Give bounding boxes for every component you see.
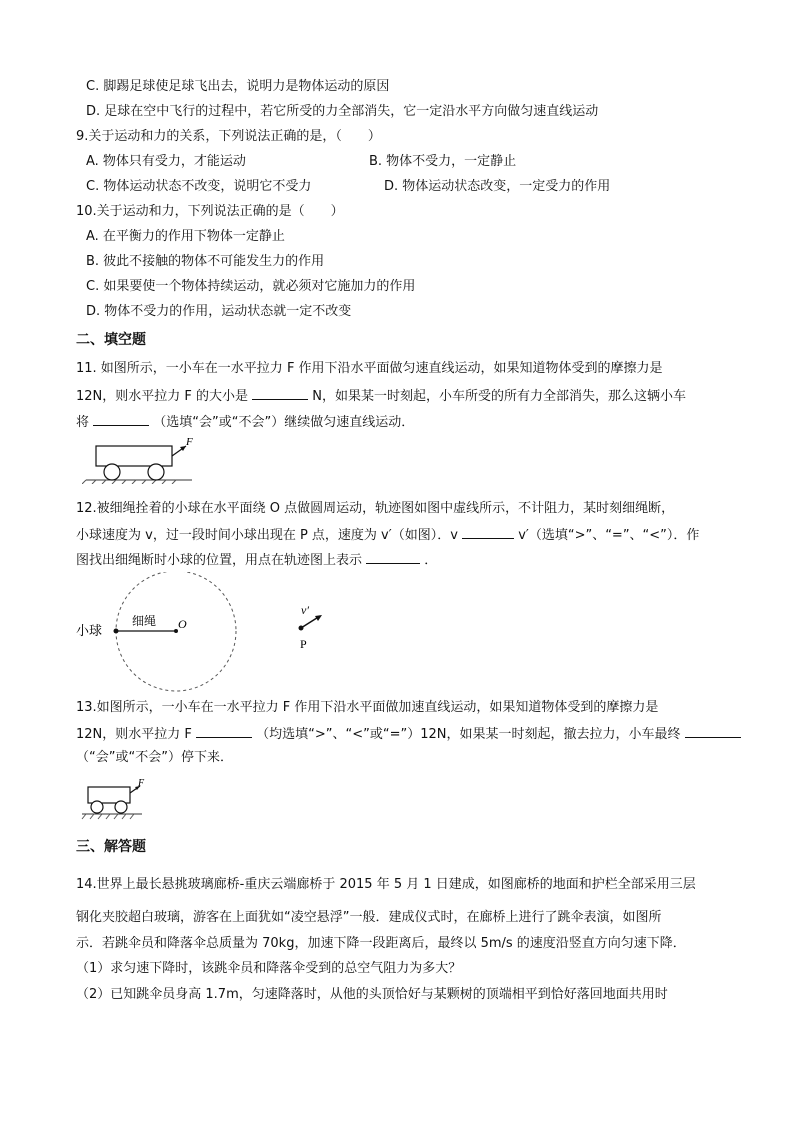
ball-label: 小球: [76, 624, 103, 639]
q9-option-a: A. 物体只有受力，才能运动: [86, 154, 246, 169]
cart-body: [88, 787, 130, 803]
q9-option-c: C. 物体运动状态不改变，说明它不受力: [86, 179, 312, 194]
q11-line-2-text-a: 12N，则水平拉力 F 的大小是: [76, 389, 249, 404]
q12-line-3: [76, 550, 437, 570]
q12-line-3-text-b: ．: [424, 553, 438, 568]
q13-cart-figure: [80, 776, 152, 820]
q13-line-1: 13.如图所示，一小车在一水平拉力 F 作用下沿水平面做加速直线运动，如果知道物体受到的摩擦力是: [76, 700, 659, 715]
force-label: F: [186, 436, 193, 448]
q11-cart-figure: [82, 436, 202, 484]
q12-circular-motion-figure: [72, 572, 342, 692]
q10-option-b: B. 彼此不接触的物体不可能发生力的作用: [86, 254, 325, 269]
ball-dot: [114, 629, 119, 634]
q14-part-1: （1）求匀速下降时，该跳伞员和降落伞受到的总空气阻力为多大？: [76, 961, 462, 976]
cart-body: [96, 446, 172, 466]
q11-answer-blank-1[interactable]: [252, 386, 308, 400]
point-p-label: P: [300, 637, 307, 651]
q13-line-3: （“会”或“不会”）停下来．: [76, 750, 233, 765]
q11-line-3: [76, 412, 414, 432]
q12-answer-blank-2[interactable]: [366, 550, 420, 564]
q10-stem: 10.关于运动和力，下列说法正确的是（ ）: [76, 204, 344, 219]
rope-label: 细绳: [132, 614, 157, 628]
q11-line-2-text-b: N，如果某一时刻起，小车所受的所有力全部消失，那么这辆小车: [312, 389, 687, 404]
center-label-o: O: [178, 617, 187, 631]
q13-line-2-text-b: （均选填“>”、“<”或“=”）12N，如果某一时刻起，撤去拉力，小车最终: [256, 727, 681, 742]
q8-option-d: D. 足球在空中飞行的过程中，若它所受的力全部消失，它一定沿水平方向做匀速直线运动: [86, 104, 599, 119]
q12-line-2-text-a: 小球速度为 v，过一段时间小球出现在 P 点，速度为 v′（如图）．v: [76, 528, 458, 543]
q12-line-1: 12.被细绳拴着的小球在水平面绕 O 点做圆周运动，轨迹图如图中虚线所示，不计阻力，某时刻细绳断，: [76, 501, 675, 516]
cart-wheel-right: [115, 801, 127, 813]
q9-option-b: B. 物体不受力，一定静止: [369, 154, 517, 169]
q11-line-3-text-b: （选填“会”或“不会”）继续做匀速直线运动．: [153, 415, 415, 430]
q9-stem: 9.关于运动和力的关系，下列说法正确的是，（ ）: [76, 129, 381, 144]
force-label: F: [138, 778, 145, 789]
q11-line-1: 11. 如图所示，一小车在一水平拉力 F 作用下沿水平面做匀速直线运动，如果知道物体受到的摩擦力是: [76, 361, 663, 376]
section-heading-answer: 三、解答题: [76, 839, 146, 855]
q14-line-3: 示．若跳伞员和降落伞总质量为 70kg，加速下降一段距离后，最终以 5m/s 的速度沿竖直方向匀速下降．: [76, 936, 686, 951]
q8-option-c: C. 脚踢足球使足球飞出去，说明力是物体运动的原因: [86, 79, 390, 94]
cart-wheel-left: [104, 464, 120, 480]
q14-line-2: 钢化夹胶超白玻璃，游客在上面犹如“凌空悬浮”一般．建成仪式时，在廊桥上进行了跳伞表演，如图所: [76, 910, 662, 925]
q10-option-a: A. 在平衡力的作用下物体一定静止: [86, 229, 285, 244]
q11-line-3-text-a: 将: [76, 415, 90, 430]
q12-line-2: [76, 525, 699, 545]
cart-wheel-right: [148, 464, 164, 480]
q10-option-c: C. 如果要使一个物体持续运动，就必须对它施加力的作用: [86, 279, 416, 294]
q13-answer-blank-1[interactable]: [196, 724, 252, 738]
velocity-label: v′: [301, 603, 309, 617]
q13-line-2: [76, 724, 741, 744]
q12-answer-blank-1[interactable]: [462, 525, 514, 539]
cart-wheel-left: [91, 801, 103, 813]
q13-line-2-text-a: 12N，则水平拉力 F: [76, 727, 192, 742]
q11-line-2: [76, 386, 686, 406]
q14-part-2: （2）已知跳伞员身高 1.7m，匀速降落时，从他的头顶恰好与某颗树的顶端相平到恰好落回地面共用时: [76, 987, 668, 1002]
q14-line-1: 14.世界上最长悬挑玻璃廊桥-重庆云端廊桥于 2015 年 5 月 1 日建成，如图廊桥的地面和护栏全部采用三层: [76, 877, 696, 892]
q10-option-d: D. 物体不受力的作用，运动状态就一定不改变: [86, 304, 352, 319]
q9-option-d: D. 物体运动状态改变，一定受力的作用: [384, 179, 611, 194]
q13-answer-blank-2[interactable]: [685, 724, 741, 738]
section-heading-fill-in: 二、填空题: [76, 332, 146, 348]
q11-answer-blank-2[interactable]: [93, 412, 149, 426]
q12-line-2-text-b: v′（选填“>”、“=”、“<”）．作: [518, 528, 700, 543]
q12-line-3-text-a: 图找出细绳断时小球的位置，用点在轨迹图上表示: [76, 553, 363, 568]
